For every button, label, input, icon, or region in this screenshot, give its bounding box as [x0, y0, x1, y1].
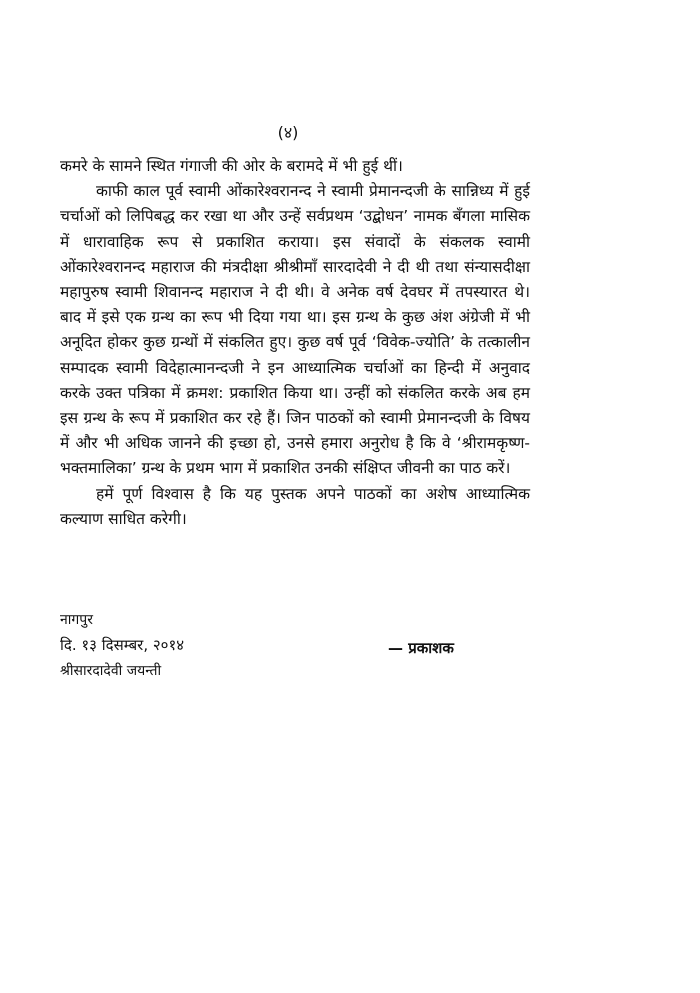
paragraph-closing: हमें पूर्ण विश्वास है कि यह पुस्तक अपने पाठकों का अशेष आध्यात्मिक कल्याण साधित करेगी। [60, 484, 530, 528]
footer-occasion: श्रीसारदादेवी जयन्ती [60, 663, 162, 679]
body-text [60, 154, 530, 532]
paragraph-continuation: कमरे के सामने स्थित गंगाजी की ओर के बरामदे में भी हुई थीं। [60, 157, 403, 175]
page-number: (४) [277, 123, 299, 142]
paragraph-main: काफी काल पूर्व स्वामी ओंकारेश्वरानन्द ने स्वामी प्रेमानन्दजी के सान्निध्य में हुई चर्चाओं को लिपिबद्ध कर रखा था और उन्हें सर्वप्रथम ‘उद्बोधन’ नामक बँगला मासिक में धारावाहिक रूप से प्रकाशित कराया। इस संवादों के संकलक स्वामी ओंकारेश्वरानन्द महाराज की मंत्रदीक्षा श्रीश्रीमाँ सारदादेवी ने दी थी तथा संन्यासदीक्षा महापुरुष स्वामी शिवानन्द महाराज ने दी थी। वे अनेक वर्ष देवघर में तपस्यारत थे। बाद में इसे एक ग्रन्थ का रूप भी दिया गया था। इस ग्रन्थ के कुछ अंश अंग्रेजी में भी अनूदित होकर कुछ ग्रन्थों में संकलित हुए। कुछ वर्ष पूर्व ‘विवेक-ज्योति’ के तत्कालीन सम्पादक स्वामी विदेहात्मानन्दजी ने इन आध्यात्मिक चर्चाओं का हिन्दी में अनुवाद करके उक्त पत्रिका में क्रमश: प्रकाशित किया था। उन्हीं को संकलित करके अब हम इस ग्रन्थ के रूप में प्रकाशित कर रहे हैं। जिन पाठकों को स्वामी प्रेमानन्दजी के विषय में और भी अधिक जानने की इच्छा हो, उनसे हमारा अनुरोध है कि वे ‘श्रीरामकृष्ण-भक्तमालिका’ ग्रन्थ के प्रथम भाग में प्रकाशित उनकी संक्षिप्त जीवनी का पाठ करें। [60, 182, 530, 478]
footer-place: नागपुर [60, 612, 93, 628]
publisher-signature: — प्रकाशक [388, 639, 454, 657]
footer-date: दि. १३ दिसम्बर, २०१४ [60, 636, 185, 654]
